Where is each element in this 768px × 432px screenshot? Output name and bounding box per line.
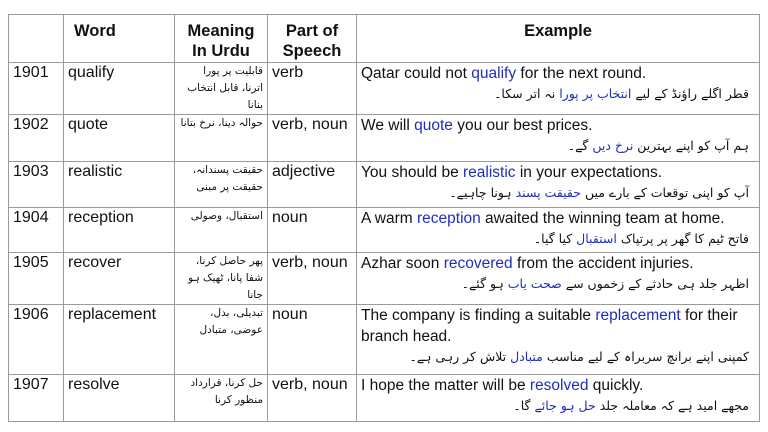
row-part-of-speech: verb, noun [268,253,357,305]
header-word: Word [64,15,175,63]
example-urdu-text: اظہر جلد ہی حادثے کے زخموں سے [561,276,749,291]
row-word: realistic [64,162,175,208]
row-part-of-speech: noun [268,208,357,253]
example-english [361,115,755,136]
example-english-highlight: recovered [443,255,513,272]
example-urdu-text: نہ اتر سکا۔ [494,86,560,101]
example-english-text: The company is finding a suitable [361,307,596,324]
table-row [9,63,760,115]
example-english [361,253,755,274]
example-urdu-text: گا۔ [513,398,535,413]
row-word: resolve [64,375,175,422]
row-part-of-speech: adjective [268,162,357,208]
example-urdu-highlight: استقبال [576,231,617,246]
row-meaning-urdu: قابلیت پر پورا اترنا، قابل انتخاب بنانا [175,63,268,115]
example-urdu-highlight: حل ہو جائے [534,398,596,413]
example-english-highlight: quote [414,117,453,134]
example-urdu [361,136,755,156]
example-urdu-text: ہو گئے۔ [461,276,508,291]
row-word: reception [64,208,175,253]
table-row [9,375,760,422]
row-example [357,305,760,375]
example-urdu-text: کیا گیا۔ [533,231,577,246]
example-english-text: Azhar soon [361,255,444,272]
row-number: 1907 [9,375,64,422]
row-word: replacement [64,305,175,375]
row-example [357,162,760,208]
example-urdu-text: کمپنی اپنے برانچ سربراہ کے لیے مناسب [542,349,749,364]
row-meaning-urdu: حوالہ دینا، نرخ بتانا [175,115,268,162]
example-urdu [361,347,755,367]
example-english [361,305,755,347]
example-english-text: quickly. [588,377,644,394]
row-number: 1901 [9,63,64,115]
example-english-text: I hope the matter will be [361,377,530,394]
row-meaning-urdu: تبدیلی، بدل، عوضی، متبادل [175,305,268,375]
row-number: 1904 [9,208,64,253]
table-row [9,253,760,305]
row-meaning-urdu: حقیقت پسندانہ، حقیقت پر مبنی [175,162,268,208]
header-part-of-speech: Part of Speech [268,15,357,63]
example-english-text: Qatar could not [361,65,472,82]
example-english-text: from the accident injuries. [512,255,694,272]
example-urdu-text: فاتح ٹیم کا گھر پر پرتپاک [616,231,749,246]
example-english-text: We will [361,117,415,134]
row-word: recover [64,253,175,305]
table-row [9,162,760,208]
example-english-highlight: reception [416,210,481,227]
row-example [357,115,760,162]
row-meaning-urdu: استقبال، وصولی [175,208,268,253]
example-english-text: you our best prices. [452,117,593,134]
example-urdu-text: ہم آپ کو اپنے بہترین [633,138,749,153]
example-urdu-text: قطر اگلے راؤنڈ کے لیے [631,86,749,101]
example-urdu-highlight: انتخاب پر پورا [559,86,632,101]
example-urdu-text: مجھے امید ہے کہ معاملہ جلد [595,398,749,413]
example-urdu-text: تلاش کر رہی ہے۔ [409,349,511,364]
example-english-text: awaited the winning team at home. [480,210,725,227]
example-english-text: for the next round. [516,65,647,82]
row-number: 1905 [9,253,64,305]
row-part-of-speech: verb, noun [268,115,357,162]
example-urdu [361,84,755,104]
example-english [361,208,755,229]
example-english-highlight: realistic [463,164,516,181]
row-part-of-speech: verb [268,63,357,115]
header-number [9,15,64,63]
example-urdu [361,396,755,416]
row-meaning-urdu: حل کرنا، قرارداد منظور کرنا [175,375,268,422]
row-meaning-urdu: پھر حاصل کرنا، شفا پانا، ٹھیک ہو جانا [175,253,268,305]
row-part-of-speech: verb, noun [268,375,357,422]
example-english [361,375,755,396]
row-number: 1902 [9,115,64,162]
vocabulary-table [8,14,760,422]
table-row [9,305,760,375]
example-english-text: in your expectations. [515,164,663,181]
example-english [361,63,755,84]
row-word: qualify [64,63,175,115]
row-number: 1906 [9,305,64,375]
example-urdu [361,183,755,203]
example-english [361,162,755,183]
row-number: 1903 [9,162,64,208]
header-row [9,15,760,63]
row-word: quote [64,115,175,162]
example-urdu [361,274,755,294]
example-urdu-highlight: صحت یاب [507,276,562,291]
example-english-highlight: qualify [471,65,517,82]
example-english-text: You should be [361,164,463,181]
table-row [9,208,760,253]
example-urdu-text: گے۔ [567,138,593,153]
example-english-text: A warm [361,210,417,227]
example-urdu-highlight: نرخ دیں [592,138,634,153]
example-urdu-text: آپ کو اپنی توقعات کے بارے میں [580,185,749,200]
example-english-highlight: resolved [529,377,589,394]
example-urdu-text: ہونا چاہیے۔ [449,185,516,200]
table-row [9,115,760,162]
example-urdu-highlight: حقیقت پسند [515,185,581,200]
row-part-of-speech: noun [268,305,357,375]
example-urdu [361,229,755,249]
header-example: Example [357,15,760,63]
row-example [357,375,760,422]
example-english-highlight: replacement [595,307,681,324]
example-english-text: for their branch head. [361,307,738,345]
header-meaning: Meaning In Urdu [175,15,268,63]
row-example [357,208,760,253]
example-urdu-highlight: متبادل [510,349,543,364]
row-example [357,253,760,305]
row-example [357,63,760,115]
